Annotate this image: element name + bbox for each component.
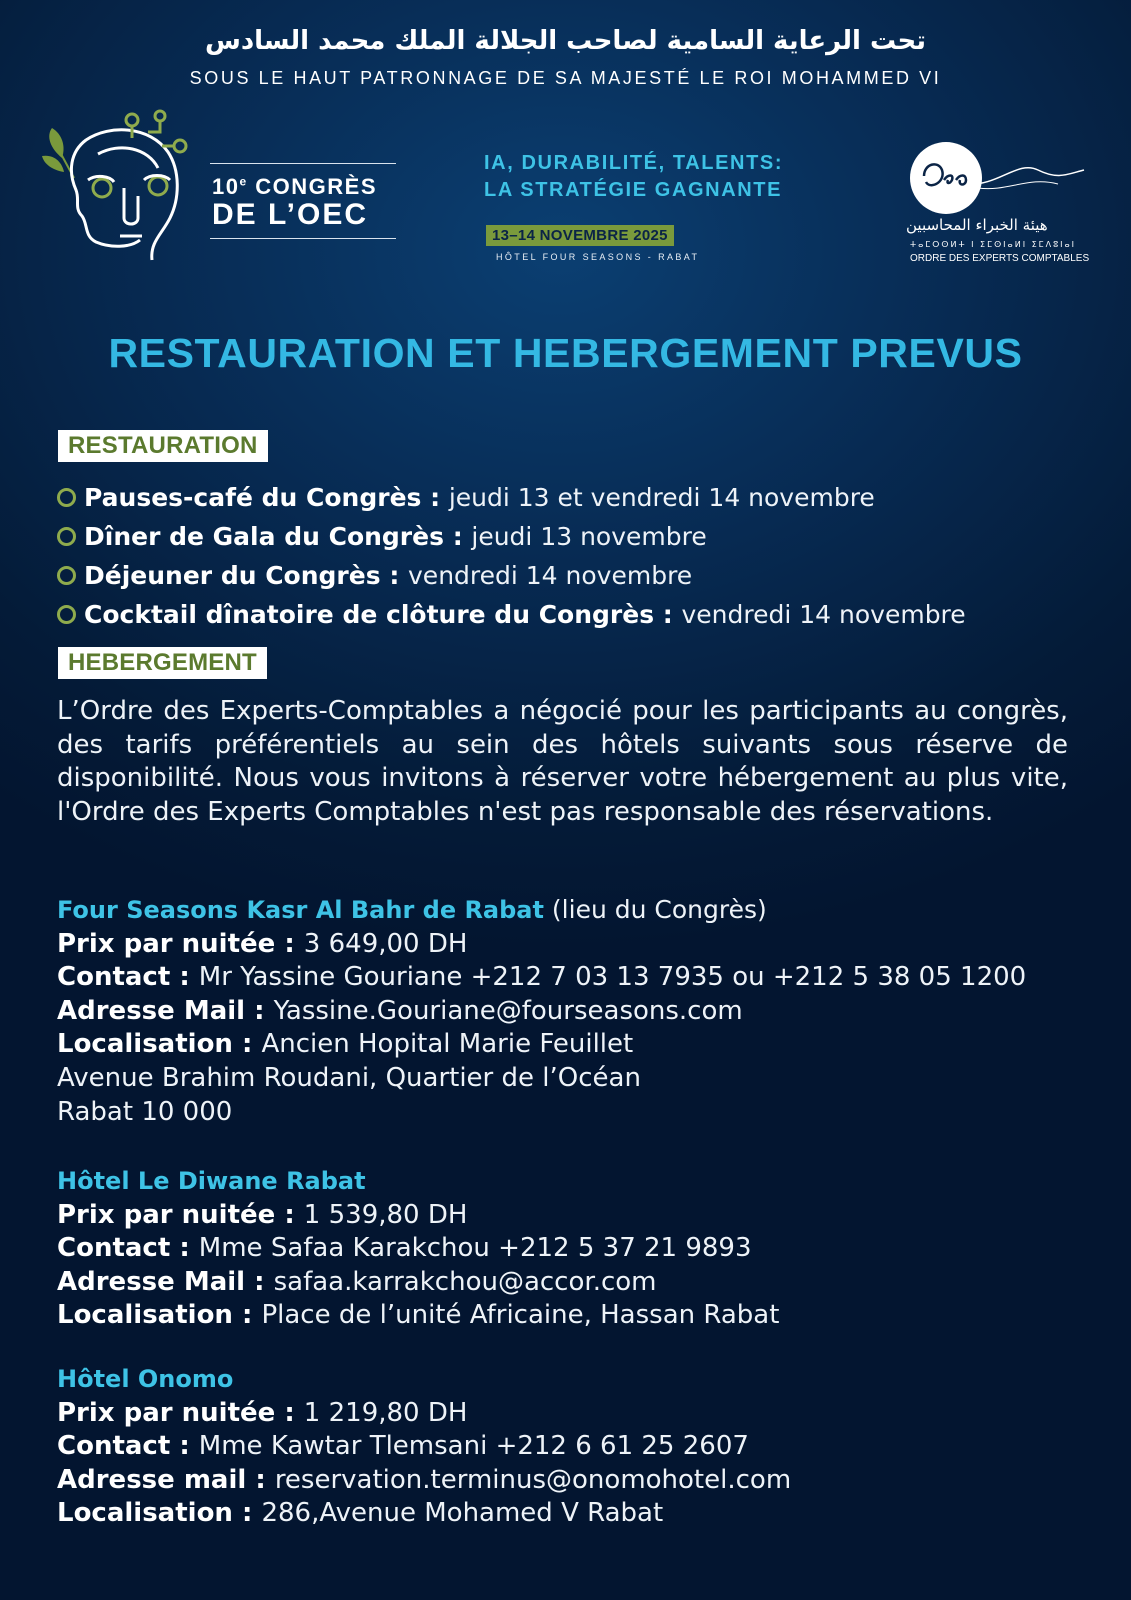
hotel-name: Hôtel Onomo — [57, 1365, 234, 1393]
hotel-price: 1 539,80 DH — [303, 1199, 468, 1230]
list-item: Cocktail dînatoire de clôture du Congrès : vendredi 14 novembre — [57, 595, 966, 634]
list-item: Dîner de Gala du Congrès : jeudi 13 novembre — [57, 517, 966, 556]
hotel-email[interactable]: safaa.karrakchou@accor.com — [273, 1266, 657, 1297]
congres-title-line1: 10e CONGRÈS — [212, 174, 378, 199]
page-title: RESTAURATION ET HEBERGEMENT PREVUS — [108, 330, 1023, 376]
hotel-location-line2: Avenue Brahim Roudani, Quartier de l’Océan — [57, 1062, 641, 1093]
oec-tifinagh-name: ⵜⴰⵎⵔⵙⵍⵜ ⵏ ⵉⵎⵙⵏⴰⵍⵏ ⵉⵎⴷⵓⵏⴰⵏ — [910, 240, 1077, 249]
hotel-location: Place de l’unité Africaine, Hassan Rabat — [261, 1300, 780, 1331]
oec-french-name: ORDRE DES EXPERTS COMPTABLES — [910, 253, 1090, 264]
list-item: Pauses-café du Congrès : jeudi 13 et vendredi 14 novembre — [57, 478, 966, 517]
arabic-patronage: تحت الرعاية السامية لصاحب الجلالة الملك محمد السادس — [204, 26, 927, 56]
hotel-price: 1 219,80 DH — [303, 1397, 468, 1428]
section-label-restauration: RESTAURATION — [58, 430, 268, 462]
hotel-location-line3: Rabat 10 000 — [57, 1096, 233, 1127]
hotel-block-onomo: Hôtel Onomo Prix par nuitée : 1 219,80 DH Contact : Mme Kawtar Tlemsani +212 6 61 25 2607 Adresse mail : reservation.terminus@onomohotel.com Localisation : 286,Avenue Mohamed V Rabat — [57, 1365, 792, 1529]
hotel-note: (lieu du Congrès) — [543, 895, 767, 924]
bullet-ring-icon — [57, 566, 76, 585]
oec-arabic-name: هيئة الخبراء المحاسبين — [906, 216, 1048, 234]
congress-face-logo — [40, 108, 192, 276]
hotel-name: Hôtel Le Diwane Rabat — [57, 1167, 366, 1195]
hotel-email[interactable]: Yassine.Gouriane@fourseasons.com — [273, 995, 743, 1026]
hotel-email[interactable]: reservation.terminus@onomohotel.com — [274, 1464, 792, 1495]
bullet-ring-icon — [57, 605, 76, 624]
list-item: Déjeuner du Congrès : vendredi 14 novembre — [57, 556, 966, 595]
hotel-location: 286,Avenue Mohamed V Rabat — [261, 1498, 664, 1529]
hotel-contact: Mme Safaa Karakchou +212 5 37 21 9893 — [198, 1233, 752, 1264]
hotel-price: 3 649,00 DH — [303, 928, 468, 959]
hotel-block-diwane: Hôtel Le Diwane Rabat Prix par nuitée : 1 539,80 DH Contact : Mme Safaa Karakchou +212 5 37 21 9893 Adresse Mail : safaa.karrakchou@accor.com Localisation : Place de l’unité Africaine, Hassan Rabat — [57, 1167, 780, 1331]
hebergement-paragraph: L’Ordre des Experts-Comptables a négocié pour les participants au congrès, des tarifs préférentiels au sein des hôtels suivants sous réserve de disponibilité. Nous vous invitons à réserver votre hébergement au plus vite, l'Ordre des Experts Comptables n'est pas responsable des réservations. — [57, 696, 1068, 827]
congres-title-line2: DE L’OEC — [212, 198, 369, 231]
section-label-hebergement: HEBERGEMENT — [58, 647, 267, 679]
hotel-contact: Mme Kawtar Tlemsani +212 6 61 25 2607 — [198, 1431, 749, 1462]
congress-tagline: IA, DURABILITÉ, TALENTS: LA STRATÉGIE GAGNANTE — [484, 152, 784, 201]
hotel-location: Ancien Hopital Marie Feuillet — [261, 1029, 634, 1060]
bullet-ring-icon — [57, 527, 76, 546]
hotel-block-four-seasons: Four Seasons Kasr Al Bahr de Rabat (lieu du Congrès) Prix par nuitée : 3 649,00 DH Contact : Mr Yassine Gouriane +212 7 03 13 7935 ou +212 5 38 05 1200 Adresse Mail : Yassine.Gouriane@fourseasons.com Localisation : Ancien Hopital Marie Feuillet Avenue Brahim Roudani, Quartier de l’Océan Rabat 10 000 — [57, 893, 1097, 1129]
date-badge: 13–14 NOVEMBRE 2025 — [486, 225, 674, 246]
hotel-name: Four Seasons Kasr Al Bahr de Rabat — [57, 896, 544, 924]
venue-line: HÔTEL FOUR SEASONS - RABAT — [496, 252, 700, 262]
restauration-list — [57, 478, 966, 634]
bullet-ring-icon — [57, 488, 76, 507]
patronage-line: SOUS LE HAUT PATRONNAGE DE SA MAJESTÉ LE ROI MOHAMMED VI — [189, 68, 942, 88]
hotel-contact: Mr Yassine Gouriane +212 7 03 13 7935 ou +212 5 38 05 1200 — [198, 962, 1027, 993]
